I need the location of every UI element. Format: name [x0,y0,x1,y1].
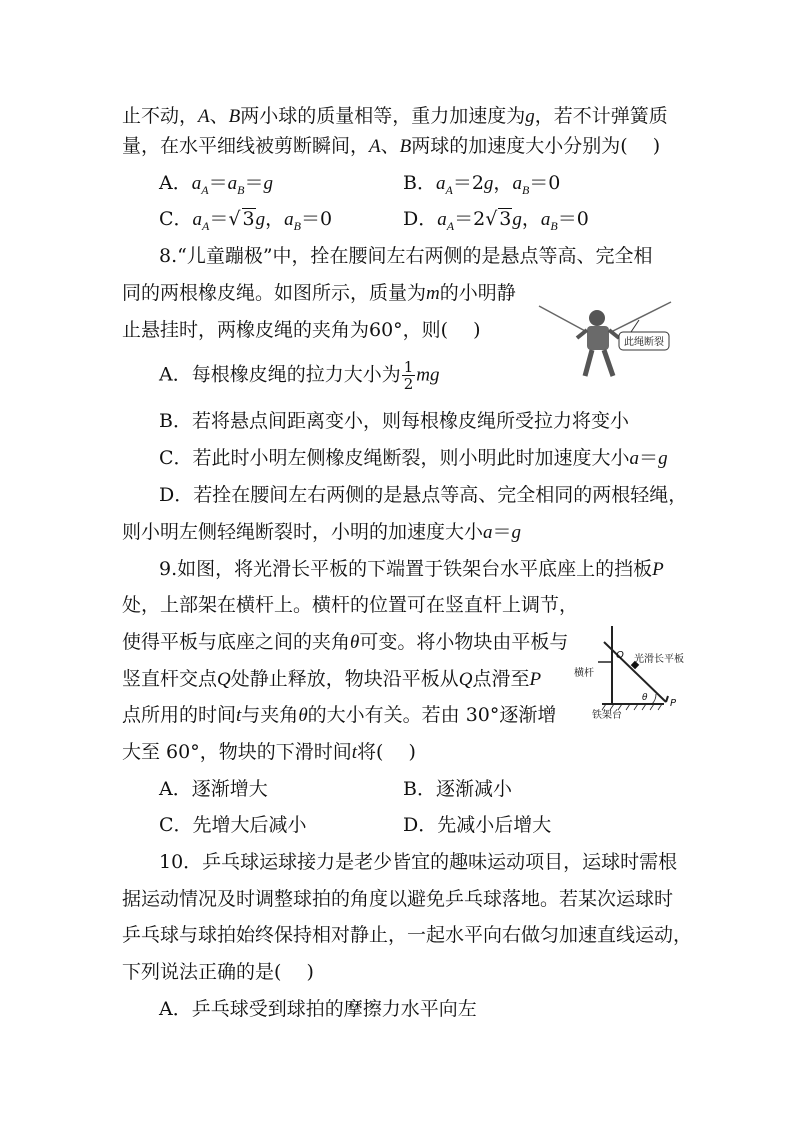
q9-line-6: 大至 60°，物块的下滑时间t将( ) [122,741,416,763]
q7-line-2: 量，在水平细线被剪断瞬间，A、B两球的加速度大小分别为( ) [122,135,661,157]
bungee-figure [535,298,675,388]
callout-text: 此绳断裂 [624,337,664,348]
label-theta: θ [642,693,648,703]
q9-option-b: B．逐渐减小 [403,778,512,800]
q8-line-1: 8.“儿童蹦极”中，拴在腰间左右两侧的是悬点等高、完全相 [159,245,653,267]
sqrt-sign: √ [485,208,498,230]
q7-option-c: C．$a_A=√$ 3g，$a_B=0$ [159,208,333,233]
q8-option-b: B．若将悬点间距离变小，则每根橡皮绳所受拉力将变小 [159,410,629,432]
q8-option-d-line-1: D．若拴在腰间左右两侧的是悬点等高、完全相同的两根轻绳， [159,484,688,506]
stop-plate [666,696,668,702]
right-rope [611,302,671,332]
child-head [589,310,605,326]
incline-figure [572,618,692,723]
angle-arc [652,694,656,704]
label-P: P [670,698,677,709]
q9-option-a: A．逐渐增大 [159,778,268,800]
q10-option-a: A．乒乓球受到球拍的摩擦力水平向左 [159,998,477,1020]
q9-line-1: 9.如图，将光滑长平板的下端置于铁架台水平底座上的挡板P [159,558,664,580]
q7-option-a: A．$a_A=a_B=g$ [159,172,273,197]
q8-option-d-line-2: 则小明左侧轻绳断裂时，小明的加速度大小a＝g [122,521,522,543]
q7-option-b: B．$a_A=2g$，$a_B=0$ [403,172,561,197]
smooth-board [604,642,666,702]
q9-option-c: C．先增大后减小 [159,814,307,836]
q9-option-d: D．先减小后增大 [403,814,552,836]
q8-option-c: C．若此时小明左侧橡皮绳断裂，则小明此时加速度大小a＝g [159,447,668,469]
child-right-leg [604,350,613,376]
label-board: 光滑长平板 [634,654,684,665]
sqrt-sign: √ [228,208,241,230]
child-left-arm [577,330,587,338]
q7-line-1: 止不动，A、B两小球的质量相等，重力加速度为g，若不计弹簧质 [122,105,668,127]
label-crossbar: 横杆 [574,668,594,679]
fraction-one-half: $\frac{1}{2}$ [403,358,414,393]
child-body [587,326,609,350]
label-stand: 铁架台 [592,710,622,721]
q9-line-5: 点所用的时间t与夹角θ的大小有关。若由 30°逐渐增 [122,704,557,726]
q9-line-3: 使得平板与底座之间的夹角θ可变。将小物块由平板与 [122,631,569,653]
q7-option-d: D．$a_A=2√$ 3g，$a_B=0$ [403,208,589,233]
q8-line-2: 同的两根橡皮绳。如图所示，质量为m的小明静 [122,282,516,304]
left-rope [539,306,587,332]
q8-option-a: A．每根橡皮绳的拉力大小为 $\frac{1}{2}$ mg [159,358,440,393]
q8-line-3: 止悬挂时，两橡皮绳的夹角为60°，则( ) [122,319,481,341]
child-left-leg [585,350,592,376]
q10-line-1: 10．乒乓球运球接力是老少皆宜的趣味运动项目，运球时需根 [159,851,678,873]
q10-line-2: 据运动情况及时调整球拍的角度以避免乒乓球落地。若某次运球时 [122,888,674,910]
q10-line-4: 下列说法正确的是( ) [122,961,314,983]
q10-line-3: 乒乓球与球拍始终保持相对静止，一起水平向右做匀加速直线运动， [122,924,693,946]
q9-line-2: 处，上部架在横杆上。横杆的位置可在竖直杆上调节， [122,594,579,616]
label-Q: Q [616,650,624,661]
q9-line-4: 竖直杆交点Q处静止释放，物块沿平板从Q点滑至P [122,668,542,690]
